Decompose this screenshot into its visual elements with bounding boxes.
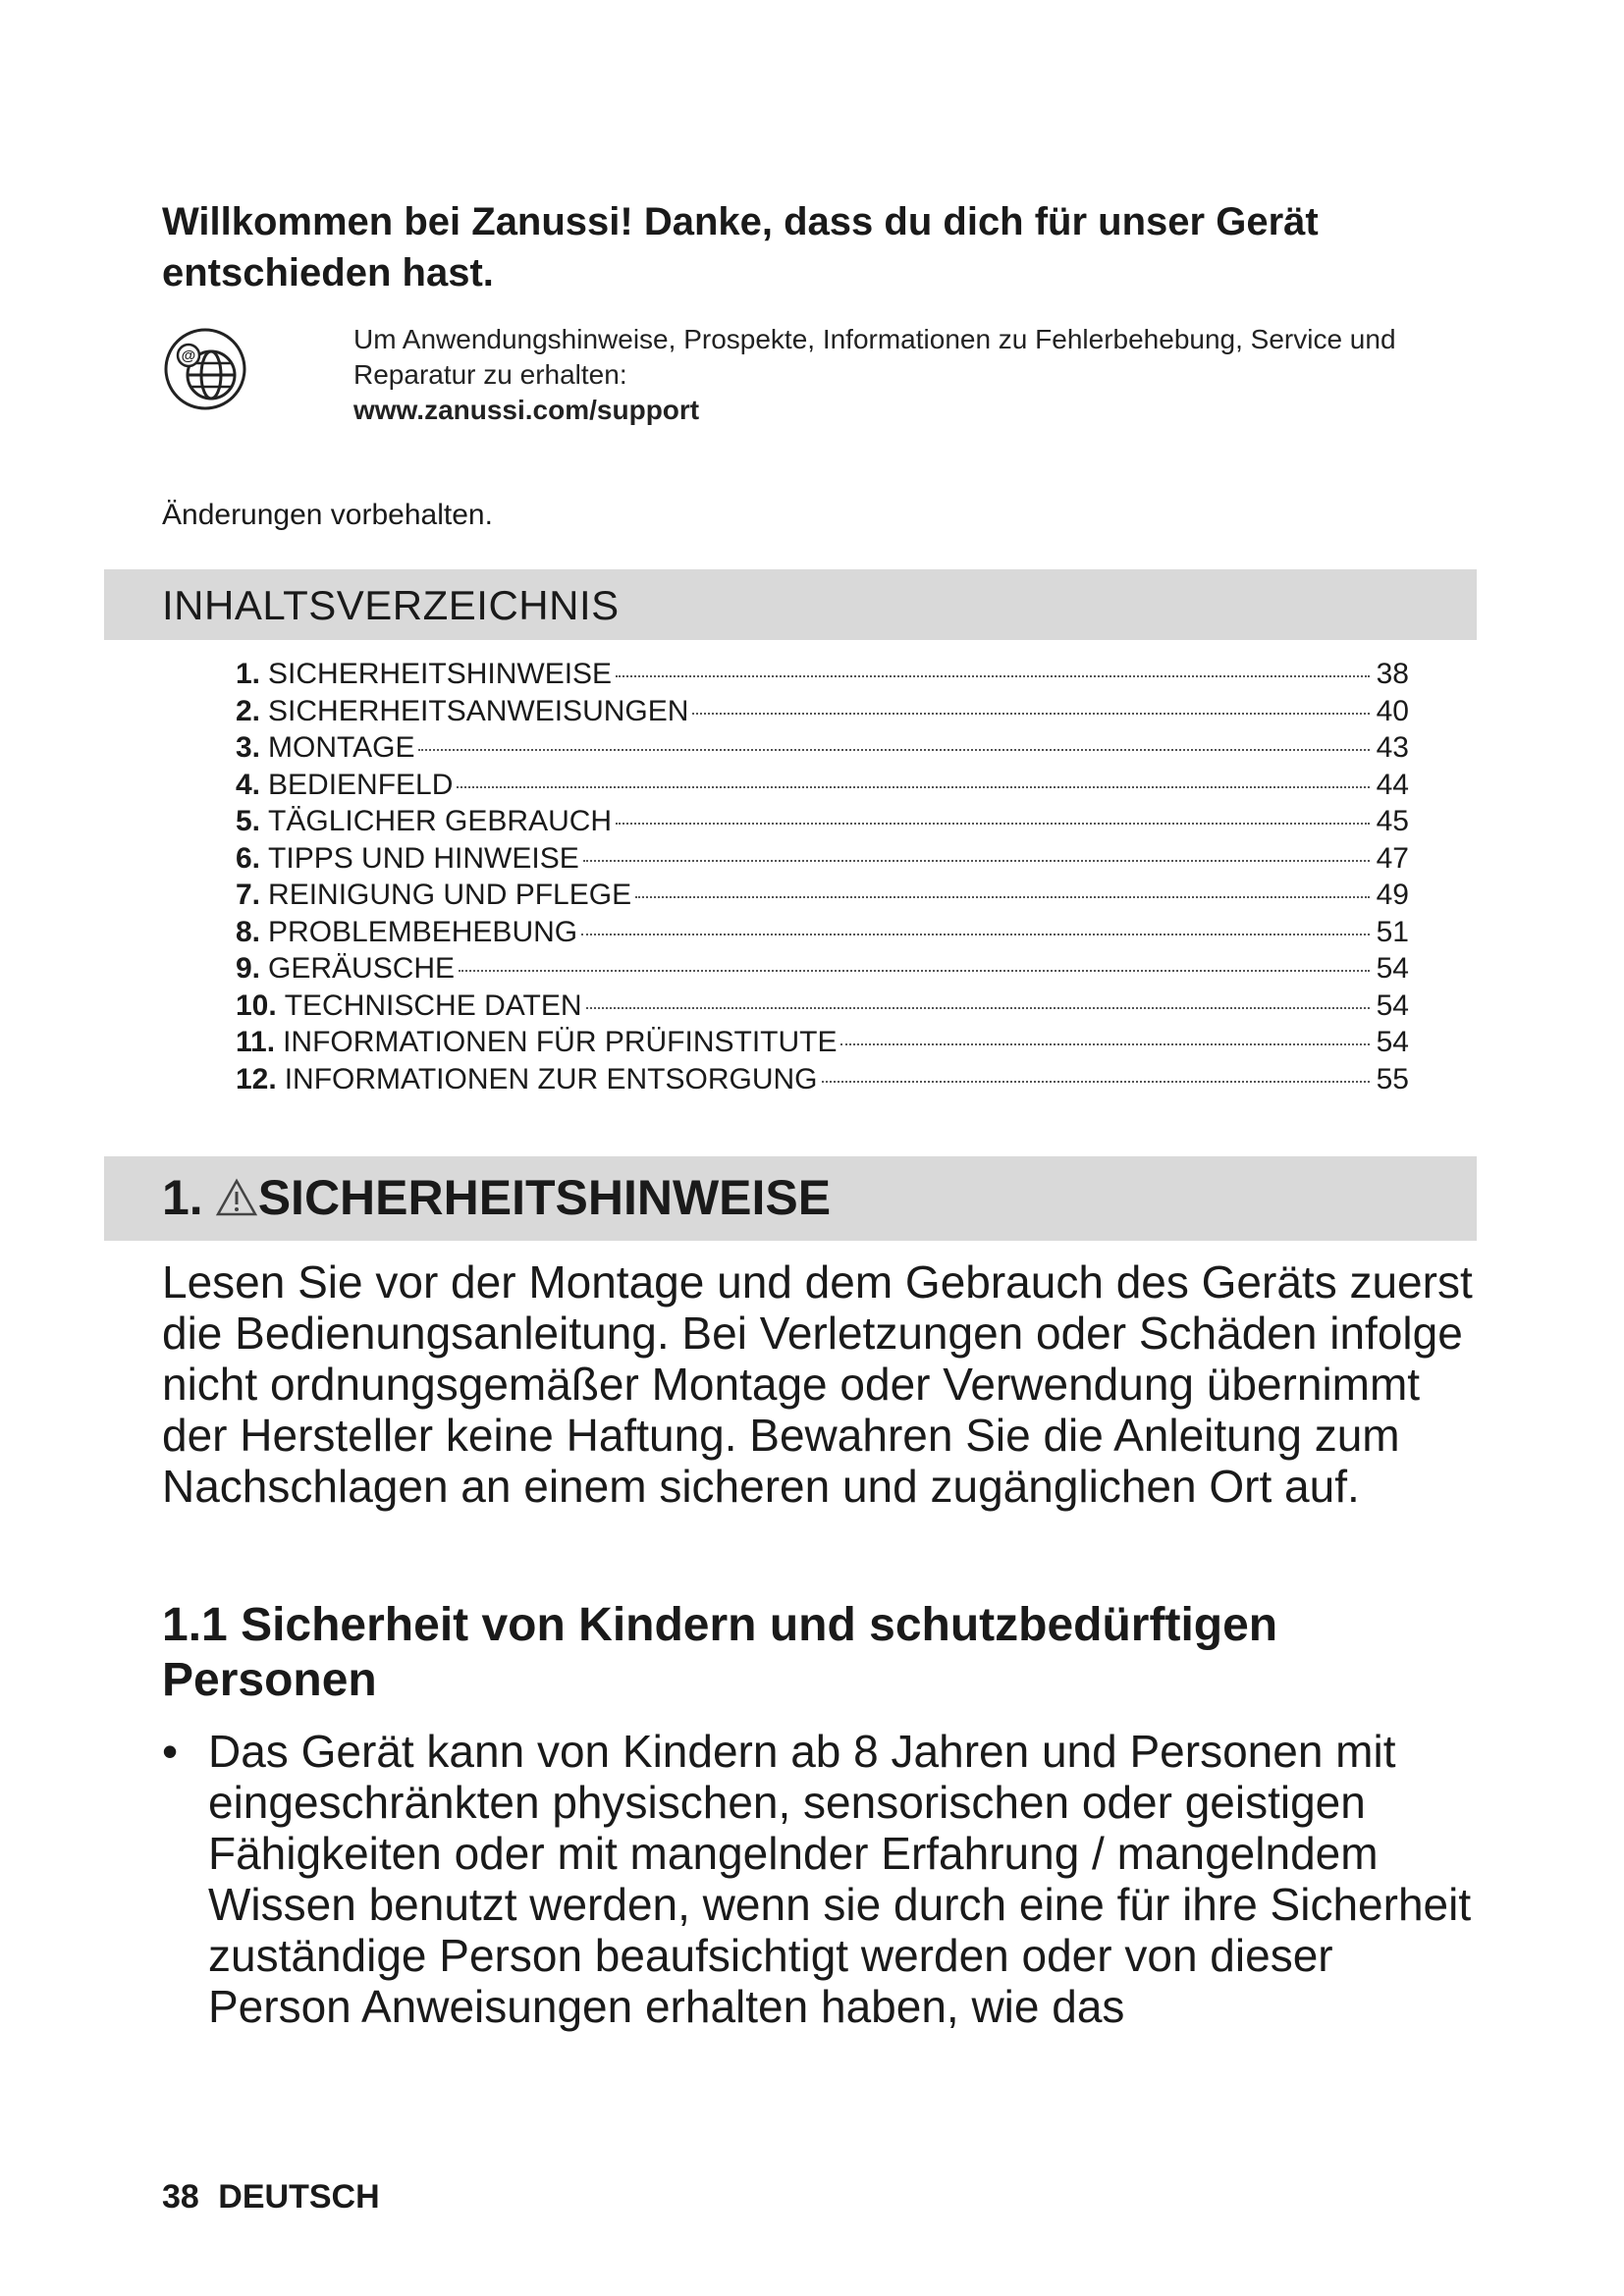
page-footer	[162, 2175, 380, 2218]
toc-item[interactable]	[236, 729, 1409, 767]
toc-item-page: 49	[1376, 879, 1409, 911]
table-of-contents	[236, 656, 1409, 1097]
toc-title: INHALTSVERZEICHNIS	[162, 582, 620, 628]
toc-item[interactable]	[236, 767, 1409, 804]
toc-item-label: SICHERHEITSANWEISUNGEN	[268, 694, 689, 727]
toc-item-label: INFORMATIONEN FÜR PRÜFINSTITUTE	[283, 1026, 838, 1058]
toc-leader-dots	[457, 786, 1370, 788]
welcome-heading: Willkommen bei Zanussi! Danke, dass du dich für unser Gerät entschieden hast.	[162, 200, 1319, 294]
toc-leader-dots	[840, 1043, 1370, 1045]
toc-item-label: SICHERHEITSHINWEISE	[268, 658, 613, 690]
toc-item[interactable]	[236, 988, 1409, 1025]
support-url-link[interactable]: www.zanussi.com/support	[353, 395, 700, 425]
subsection-heading: 1.1 Sicherheit von Kindern und schutzbedürftigen Personen	[162, 1599, 1278, 1706]
toc-item-page: 45	[1376, 805, 1409, 837]
toc-item-number: 4.	[236, 768, 261, 801]
bullet-text: Das Gerät kann von Kindern ab 8 Jahren und Personen mit eingeschränkten physischen, sensorischen oder geistigen Fähigkeiten oder mit mangelnder Erfahrung / mangelndem Wissen benutzt werden, wenn sie durch eine für ihre Sicherheit zuständige Person beaufsichtigt werden oder von dieser Person Anweisungen erhalten haben, wie das	[208, 1726, 1472, 2032]
toc-item[interactable]	[236, 950, 1409, 988]
toc-item[interactable]	[236, 803, 1409, 840]
toc-item-label: INFORMATIONEN ZUR ENTSORGUNG	[284, 1062, 818, 1095]
intro-paragraph: Lesen Sie vor der Montage und dem Gebrauch des Geräts zuerst die Bedienungsanleitung. Bei Verletzungen oder Schäden infolge nicht ordnungsgemäßer Montage oder Verwendung übernimmt der Hersteller keine Haftung. Bewahren Sie die Anleitung zum Nachschlagen an einem sicheren und zugänglichen Ort auf.	[162, 1256, 1473, 1512]
warning-triangle-icon	[215, 1178, 258, 1217]
changes-note: Änderungen vorbehalten.	[162, 499, 493, 531]
toc-item-label: MONTAGE	[268, 731, 415, 764]
toc-item-page: 38	[1376, 658, 1409, 690]
bullet-marker: •	[162, 1726, 179, 1777]
toc-item[interactable]	[236, 914, 1409, 951]
toc-leader-dots	[586, 1007, 1370, 1009]
toc-item-label: TÄGLICHER GEBRAUCH	[268, 805, 613, 837]
list-item	[162, 1726, 1478, 2032]
toc-item-page: 40	[1376, 694, 1409, 727]
toc-leader-dots	[581, 934, 1370, 935]
toc-item-number: 5.	[236, 805, 261, 837]
toc-item-number: 8.	[236, 915, 261, 948]
toc-item-label: TECHNISCHE DATEN	[284, 988, 582, 1022]
toc-item-page: 55	[1376, 1062, 1409, 1095]
toc-leader-dots	[616, 823, 1370, 825]
toc-item-page: 54	[1376, 1026, 1409, 1058]
toc-item-label: BEDIENFELD	[268, 768, 454, 801]
section-number: 1.	[162, 1170, 203, 1225]
toc-item-label: GERÄUSCHE	[268, 952, 456, 985]
toc-item-number: 2.	[236, 694, 261, 727]
toc-item-label: REINIGUNG UND PFLEGE	[268, 879, 632, 911]
toc-item[interactable]	[236, 840, 1409, 878]
toc-leader-dots	[418, 749, 1370, 751]
toc-item-label: TIPPS UND HINWEISE	[268, 841, 579, 875]
toc-leader-dots	[822, 1081, 1371, 1083]
svg-text:@: @	[181, 347, 196, 364]
toc-item-page: 54	[1376, 988, 1409, 1022]
section-title: SICHERHEITSHINWEISE	[257, 1170, 832, 1225]
toc-item[interactable]	[236, 877, 1409, 914]
toc-leader-dots	[692, 713, 1370, 715]
toc-item-number: 7.	[236, 879, 261, 911]
support-info	[353, 322, 1512, 428]
toc-leader-dots	[616, 675, 1370, 677]
page-number: 38	[162, 2178, 199, 2216]
support-text: Um Anwendungshinweise, Prospekte, Informationen zu Fehlerbehebung, Service und Reparatur zu erhalten:	[353, 324, 1396, 390]
toc-item[interactable]	[236, 656, 1409, 693]
toc-item-number: 10.	[236, 988, 277, 1022]
footer-language: DEUTSCH	[218, 2178, 380, 2216]
globe-icon	[162, 326, 248, 412]
toc-leader-dots	[635, 896, 1370, 898]
toc-leader-dots	[583, 860, 1370, 862]
toc-item-number: 11.	[236, 1026, 276, 1058]
toc-item-label: PROBLEMBEHEBUNG	[268, 915, 578, 948]
toc-item-number: 9.	[236, 952, 261, 985]
toc-item-page: 47	[1376, 841, 1409, 875]
toc-item-number: 3.	[236, 731, 261, 764]
toc-item-number: 12.	[236, 1062, 277, 1095]
section-1-heading	[162, 1164, 831, 1231]
toc-item[interactable]	[236, 1061, 1409, 1098]
toc-item[interactable]	[236, 693, 1409, 730]
toc-item-number: 6.	[236, 841, 261, 875]
toc-item-page: 44	[1376, 768, 1409, 801]
toc-item-page: 54	[1376, 952, 1409, 985]
toc-leader-dots	[459, 970, 1370, 972]
toc-item-page: 51	[1376, 915, 1409, 948]
toc-item-page: 43	[1376, 731, 1409, 764]
toc-item[interactable]	[236, 1024, 1409, 1061]
toc-item-number: 1.	[236, 658, 261, 690]
